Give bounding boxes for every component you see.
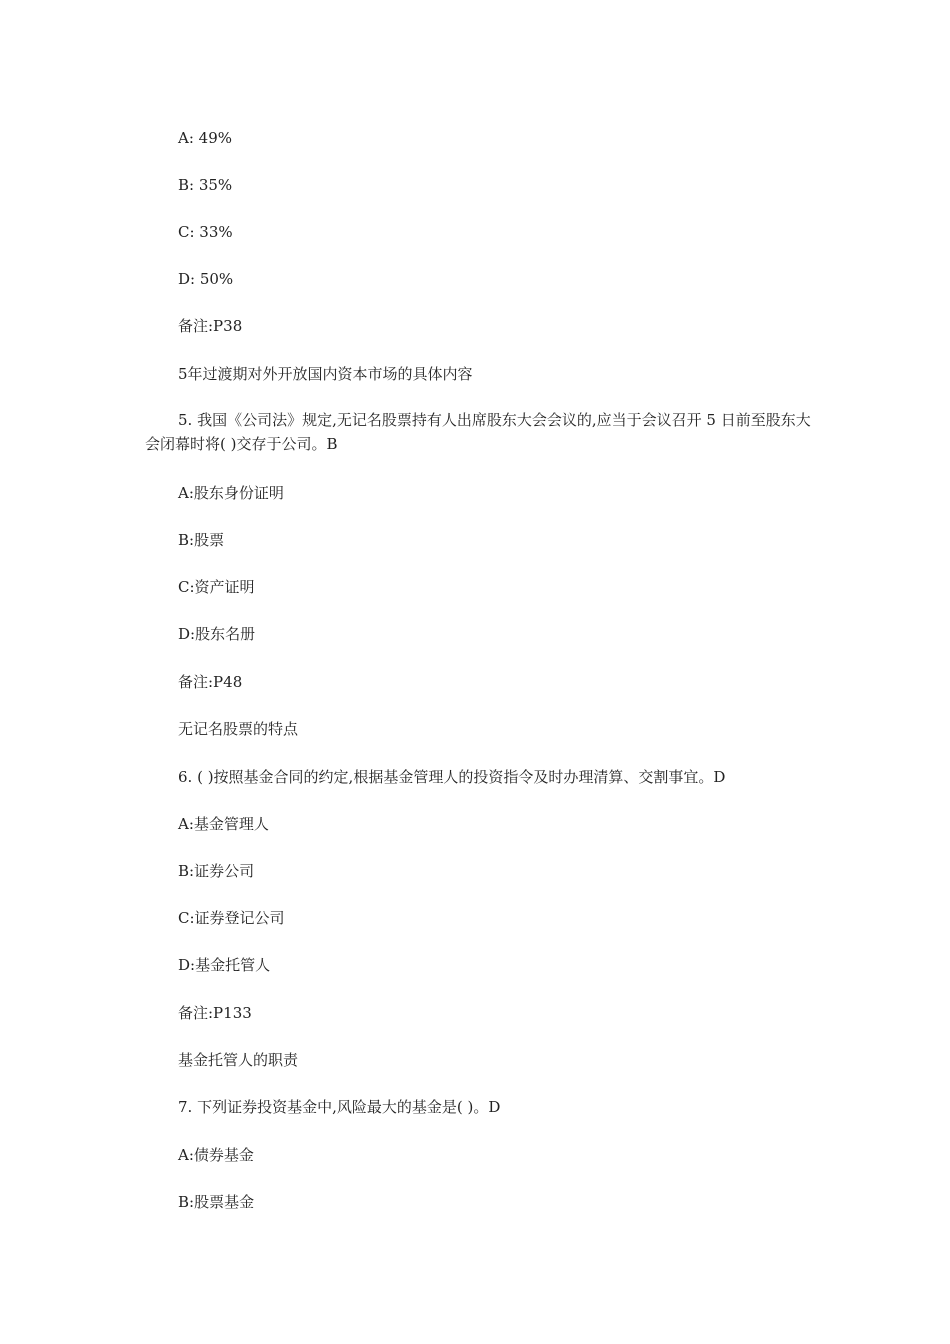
- question-5: 5. 我国《公司法》规定,无记名股票持有人出席股东大会会议的,应当于会议召开 5 日前至股东大会闭幕时将( )交存于公司。B: [145, 411, 811, 453]
- topic-q6: 基金托管人的职责: [178, 1051, 299, 1069]
- question-6: 6. ( )按照基金合同的约定,根据基金管理人的投资指令及时办理清算、交割事宜。D: [178, 768, 726, 786]
- option-b-q6: B:证券公司: [178, 862, 255, 880]
- note-q5: 备注:P48: [178, 673, 243, 691]
- option-c-q6: C:证券登记公司: [178, 909, 285, 927]
- note-q6: 备注:P133: [178, 1004, 252, 1022]
- option-c-q5: C:资产证明: [178, 578, 255, 596]
- option-b-q7: B:股票基金: [178, 1193, 255, 1211]
- topic-q4: 5年过渡期对外开放国内资本市场的具体内容: [178, 365, 473, 383]
- option-a-q4: A: 49%: [178, 129, 232, 147]
- option-c-q4: C: 33%: [178, 223, 233, 241]
- note-q4: 备注:P38: [178, 317, 243, 335]
- option-a-q7: A:债券基金: [178, 1146, 254, 1164]
- option-d-q6: D:基金托管人: [178, 956, 271, 974]
- option-b-q5: B:股票: [178, 531, 225, 549]
- option-d-q5: D:股东名册: [178, 625, 256, 643]
- option-d-q4: D: 50%: [178, 270, 234, 288]
- option-a-q5: A:股东身份证明: [178, 484, 284, 502]
- topic-q5: 无记名股票的特点: [178, 720, 299, 738]
- question-7: 7. 下列证券投资基金中,风险最大的基金是( )。D: [178, 1098, 501, 1116]
- option-a-q6: A:基金管理人: [178, 815, 269, 833]
- option-b-q4: B: 35%: [178, 176, 233, 194]
